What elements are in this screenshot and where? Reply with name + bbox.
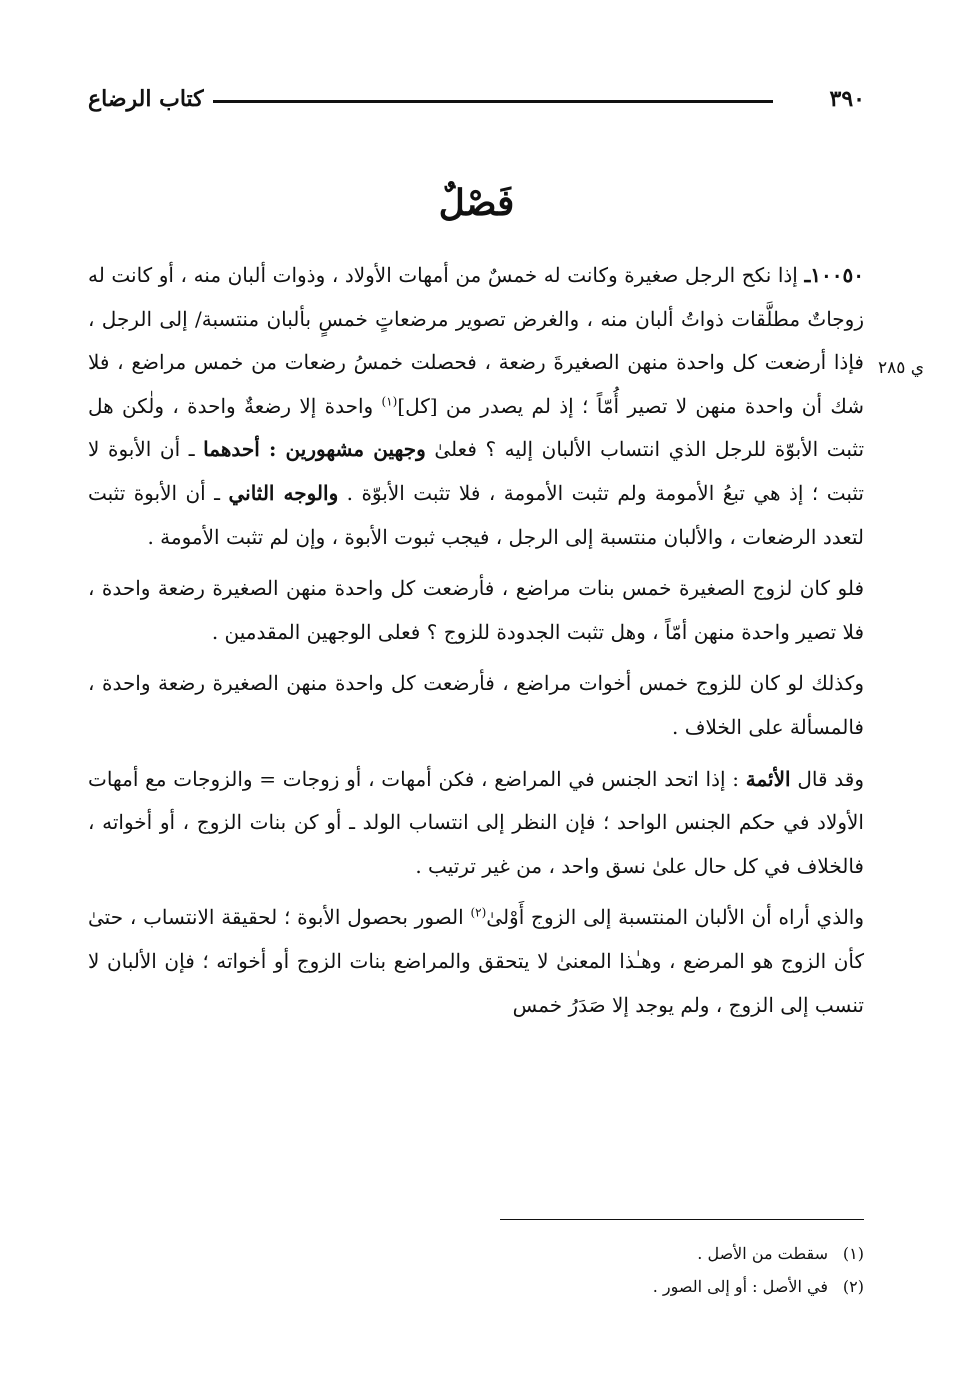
paragraph-2: فلو كان لزوج الصغيرة خمس بنات مراضع ، فأرضعت كل واحدة منهن الصغيرة رضعة واحدة ، فلا تصير واحدة منهن أمّاً ، وهل تثبت الجدودة للزوج ؟ فعلى الوجهين المقدمين . xyxy=(88,576,865,644)
paragraph-5 xyxy=(88,896,864,1027)
paragraph-text: ـ أن الأبوة لا تثبت ؛ إذ هي تبعُ الأمومة ولم تثبت الأمومة ، فلا تثبت الأبوّة . xyxy=(88,437,864,505)
footnote-1 xyxy=(88,1237,864,1270)
footnote-number: (٢) xyxy=(842,1277,864,1296)
footnote-text: سقطت من الأصل . xyxy=(697,1244,828,1263)
footnote-text: في الأصل : أو إلى الصور . xyxy=(652,1277,828,1296)
paragraph-text: الصور بحصول الأبوة ؛ لحقيقة الانتساب ، حتىٰ كأن الزوج هو المرضع ، وهـٰذا المعنىٰ لا يتحقق والمراضع بنات الزوج أو أخواته ؛ فإن الألبان لا تنسب إلى الزوج ، ولم يوجد إلا صَدَرُ خمس xyxy=(88,905,864,1017)
paragraph-text: ـ أن الأبوة تثبت لتعدد الرضعات ، والألبان منتسبة إلى الرجل ، فيجب ثبوت الأبوة ، وإن لم تثبت الأمومة . xyxy=(88,480,864,549)
paragraph-4 xyxy=(88,758,864,889)
footnote-2 xyxy=(88,1270,864,1303)
main-text xyxy=(88,254,864,1027)
running-header xyxy=(88,84,865,114)
footnote-ref-2: (٢) xyxy=(470,905,487,920)
footnote-rule xyxy=(500,1219,864,1220)
bold-term: والوجه الثاني xyxy=(228,480,339,505)
paragraph-number: ١٠٠٥٠ـ xyxy=(804,263,865,287)
bold-term: وجهين مشهورين : أحدهما xyxy=(203,437,426,462)
paragraph-text: : إذا اتحد الجنس في المراضع ، فكن أمهات ، أو زوجات = والزوجات مع أمهات الأولاد في حكم الجنس الواحد ؛ فإن النظر إلى انتساب الولد ـ أو كن بنات الزوج ، أو أخواته ، فالخلاف في كل حال علىٰ نسق واحد ، من غير ترتيب . xyxy=(88,766,864,878)
header-rule xyxy=(213,100,773,103)
marginal-note: ي ٢٨٥ xyxy=(878,358,925,378)
footnotes xyxy=(88,1237,864,1303)
paragraph-1 xyxy=(88,254,864,559)
book-title: كتاب الرضاع xyxy=(88,86,204,112)
paragraph-text: واحدة إلا رضعةٌ واحدة ، ولٰكن هل تثبت الأبوّة للرجل الذي انتساب الألبان إليه ؟ فعلىٰ xyxy=(88,393,865,462)
footnote-number: (١) xyxy=(842,1244,864,1263)
bold-term: الأئمة xyxy=(745,766,791,791)
paragraph-text: وقد قال xyxy=(790,766,864,791)
paragraph-text: والذي أراه أن الألبان المنتسبة إلى الزوج أَوْلىٰ xyxy=(486,905,864,930)
footnote-ref-1: (١) xyxy=(381,394,398,409)
paragraph-3: وكذلك لو كان للزوج خمس أخوات مراضع ، فأرضعت كل واحدة منهن الصغيرة رضعة واحدة ، فالمسألة على الخلاف . xyxy=(88,671,864,739)
page-number: ٣٩٠ xyxy=(829,86,865,112)
section-heading: فَصْلٌ xyxy=(438,182,515,224)
paragraph-text: إذا نكح الرجل صغيرة وكانت له خمسٌ من أمهات الأولاد ، وذوات ألبان منه ، أو كانت له زوجاتٌ مطلَّقات ذواتُ ألبان منه ، والغرض تصوير مرضعاتٍ خمسٍ بألبان منتسبة/ إلى الرجل ، فإذا أرضعت كل واحدة منهن الصغيرةَ رضعة ، فحصلت خمسُ رضعات من خمس مراضع ، فلا شك أن واحدة منهن لا تصير أُمّاً ؛ إذ لم يصدر من [كل] xyxy=(88,263,864,418)
